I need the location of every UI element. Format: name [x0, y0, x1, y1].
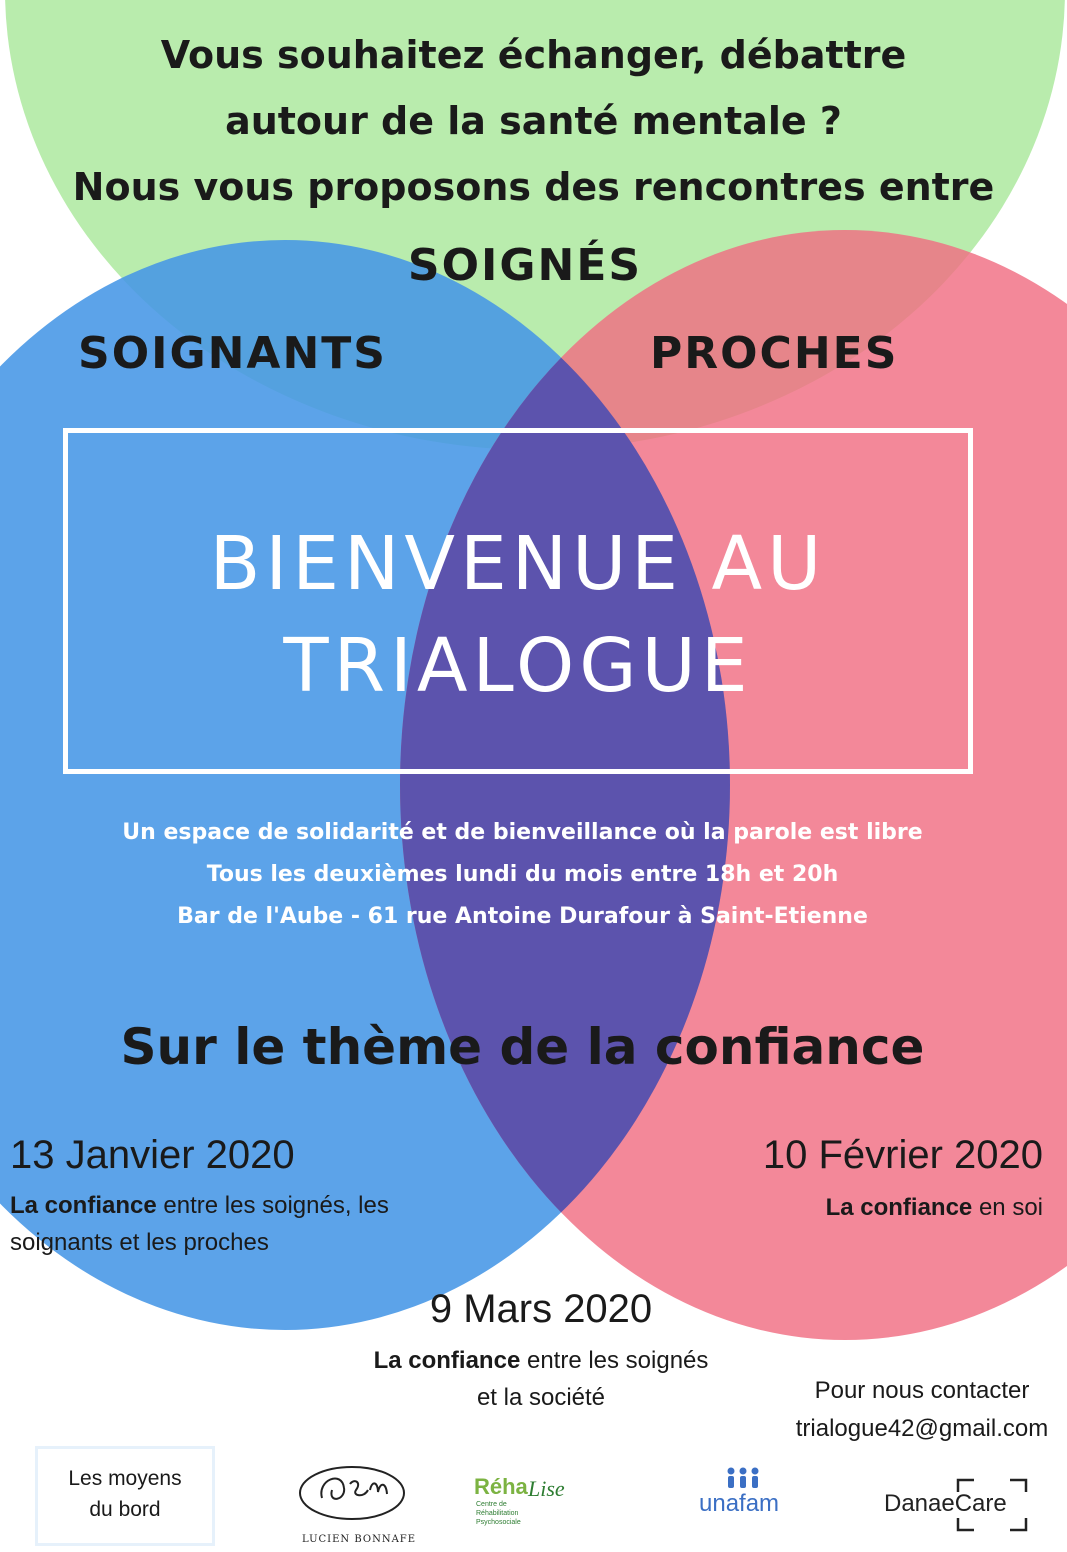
- headline-line-3: Nous vous proposons des rencontres entre: [72, 165, 995, 209]
- logo-les-moyens-du-bord: [35, 1446, 215, 1546]
- headline-line-2: autour de la santé mentale ?: [225, 99, 842, 143]
- event-1-description: [10, 1187, 430, 1261]
- gem-signature-icon: [292, 1460, 412, 1530]
- headline: [0, 22, 1067, 220]
- event-info: [0, 812, 1045, 938]
- welcome-title-line-1: BIENVENUE AU: [209, 521, 827, 607]
- rehalise-b: Lise: [528, 1476, 565, 1501]
- welcome-title: [68, 513, 968, 717]
- label-soignes: SOIGNÉS: [407, 240, 643, 291]
- info-line-1: Un espace de solidarité et de bienveillance où la parole est libre: [122, 820, 923, 845]
- event-2-bold: La confiance: [825, 1194, 973, 1221]
- logo-danaecare: [880, 1478, 1030, 1532]
- label-proches: PROCHES: [650, 328, 899, 379]
- event-3-bold: La confiance: [373, 1347, 521, 1374]
- gem-name: LUCIEN BONNAFE: [302, 1534, 417, 1545]
- info-line-3: Bar de l'Aube - 61 rue Antoine Durafour à Saint-Etienne: [177, 904, 868, 929]
- theme-heading: Sur le thème de la confiance: [120, 1018, 925, 1076]
- unafam-text: unafam: [699, 1490, 780, 1517]
- danae-text: DanaeCare: [884, 1490, 1007, 1517]
- event-1-bold: La confiance: [10, 1192, 157, 1219]
- contact-email[interactable]: trialogue42@gmail.com: [795, 1415, 1049, 1442]
- event-2-description: [826, 1189, 1043, 1226]
- moyens-line-1: Les moyens: [68, 1467, 182, 1490]
- info-line-2: Tous les deuxièmes lundi du mois entre 18h et 20h: [206, 862, 839, 887]
- welcome-box: [63, 428, 973, 774]
- event-1-rest: entre les soignés, les soignants et les proches: [10, 1192, 389, 1256]
- logo-unafam: [695, 1466, 795, 1536]
- rehalise-sub-2: Réhabilitation: [476, 1510, 519, 1517]
- contact-label: Pour nous contacter: [814, 1377, 1030, 1404]
- event-3-date: 9 Mars 2020: [429, 1287, 653, 1331]
- headline-line-1: Vous souhaitez échanger, débattre: [160, 33, 907, 77]
- contact-block: [777, 1372, 1067, 1448]
- logo-gem: [292, 1460, 417, 1550]
- label-soignants: SOIGNANTS: [78, 328, 387, 379]
- event-3-rest-line-2: et la société: [476, 1384, 606, 1411]
- rehalise-a: Réha: [474, 1474, 528, 1499]
- event-3-rest: entre les soignés: [520, 1347, 709, 1374]
- event-2-rest: en soi: [972, 1194, 1043, 1221]
- rehalise-sub-3: Psychosociale: [476, 1519, 521, 1526]
- rehalise-sub-1: Centre de: [476, 1501, 507, 1508]
- moyens-line-2: du bord: [89, 1498, 161, 1521]
- people-icon: [723, 1466, 763, 1490]
- event-2-date: 10 Février 2020: [762, 1133, 1043, 1177]
- logo-rehalise: [474, 1474, 604, 1544]
- event-1-date: 13 Janvier 2020: [10, 1133, 295, 1177]
- welcome-title-line-2: TRIALOGUE: [283, 623, 753, 709]
